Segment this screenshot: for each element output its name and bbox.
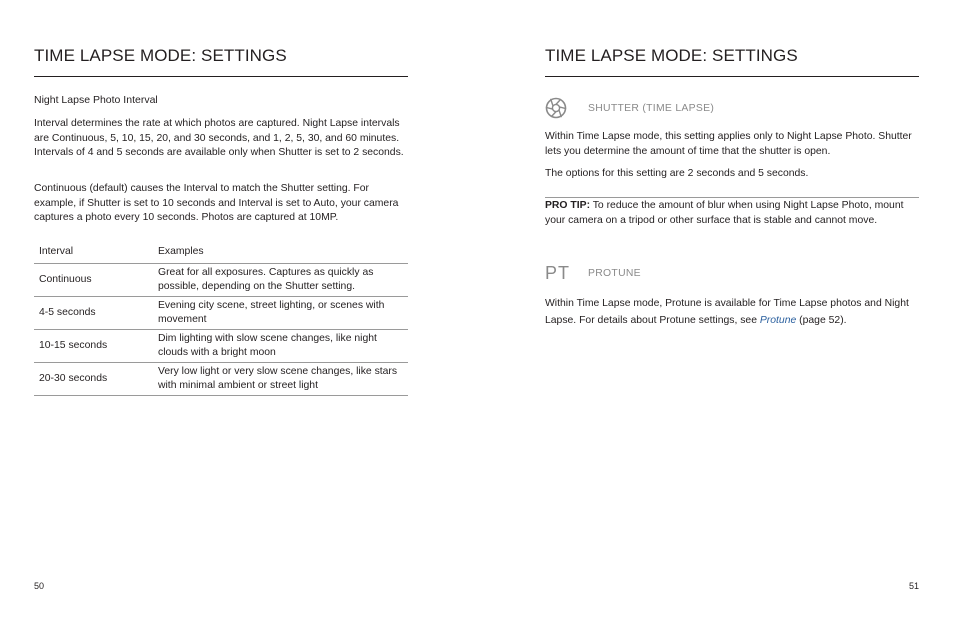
example-cell: Very low light or very slow scene changes, like stars with minimal ambient or street light (153, 363, 408, 396)
page-number: 50 (34, 581, 45, 591)
table-row (34, 363, 408, 396)
pro-tip (545, 199, 917, 228)
title-divider (34, 76, 408, 77)
protune-setting-header (545, 262, 641, 284)
interval-cell: Continuous (34, 264, 153, 297)
page-number: 51 (908, 581, 919, 591)
column-header-interval: Interval (34, 240, 153, 264)
protune-page-ref: (page 52). (796, 315, 847, 326)
pro-tip-divider (545, 197, 919, 198)
example-cell: Great for all exposures. Captures as quickly as possible, depending on the Shutter setting. (153, 264, 408, 297)
right-page (545, 0, 919, 618)
table-row (34, 330, 408, 363)
pro-tip-text: To reduce the amount of blur when using Night Lapse Photo, mount your camera on a tripod or other surface that is stable and cannot move. (545, 200, 904, 226)
page-title: TIME LAPSE MODE: SETTINGS (545, 46, 798, 65)
protune-text: Within Time Lapse mode, Protune is available for Time Lapse photos and Night Lapse. For details about Protune settings, see (545, 298, 909, 326)
protune-setting-label: PROTUNE (588, 267, 641, 279)
protune-icon-text: PT (545, 263, 571, 283)
left-page (34, 0, 408, 618)
table-row (34, 264, 408, 297)
title-divider (545, 76, 919, 77)
continuous-description: Continuous (default) causes the Interval to match the Shutter setting. For example, if Shutter is set to 10 seconds and Interval is set to Auto, your camera captures a photo every 10 seconds. Photos are captured at 10MP. (34, 183, 399, 224)
protune-description (545, 295, 917, 329)
page-title: TIME LAPSE MODE: SETTINGS (34, 46, 287, 65)
pro-tip-label: PRO TIP: (545, 200, 591, 211)
shutter-description: Within Time Lapse mode, this setting applies only to Night Lapse Photo. Shutter lets you determine the amount of time that the shutter is open. (545, 131, 912, 157)
interval-description: Interval determines the rate at which photos are captured. Night Lapse intervals are Continuous, 5, 10, 15, 20, and 30 seconds, and 1, 2, 5, 30, and 60 minutes. Intervals of 4 and 5 seconds are available only when Shutter is set to 2 seconds. (34, 118, 404, 159)
section-subheading: Night Lapse Photo Interval (34, 94, 158, 106)
example-cell: Evening city scene, street lighting, or scenes with movement (153, 297, 408, 330)
interval-table (34, 240, 408, 396)
interval-cell: 4-5 seconds (34, 297, 153, 330)
table-row (34, 297, 408, 330)
table-header-row (34, 240, 408, 264)
aperture-icon (545, 97, 567, 119)
example-cell: Dim lighting with slow scene changes, like night clouds with a bright moon (153, 330, 408, 363)
protune-link[interactable]: Protune (759, 315, 797, 326)
column-header-examples: Examples (153, 240, 408, 264)
shutter-setting-label: SHUTTER (TIME LAPSE) (588, 102, 715, 114)
interval-cell: 10-15 seconds (34, 330, 153, 363)
shutter-setting-header (545, 97, 715, 119)
protune-pt-icon (545, 262, 579, 284)
shutter-options: The options for this setting are 2 seconds and 5 seconds. (545, 168, 809, 179)
interval-cell: 20-30 seconds (34, 363, 153, 396)
